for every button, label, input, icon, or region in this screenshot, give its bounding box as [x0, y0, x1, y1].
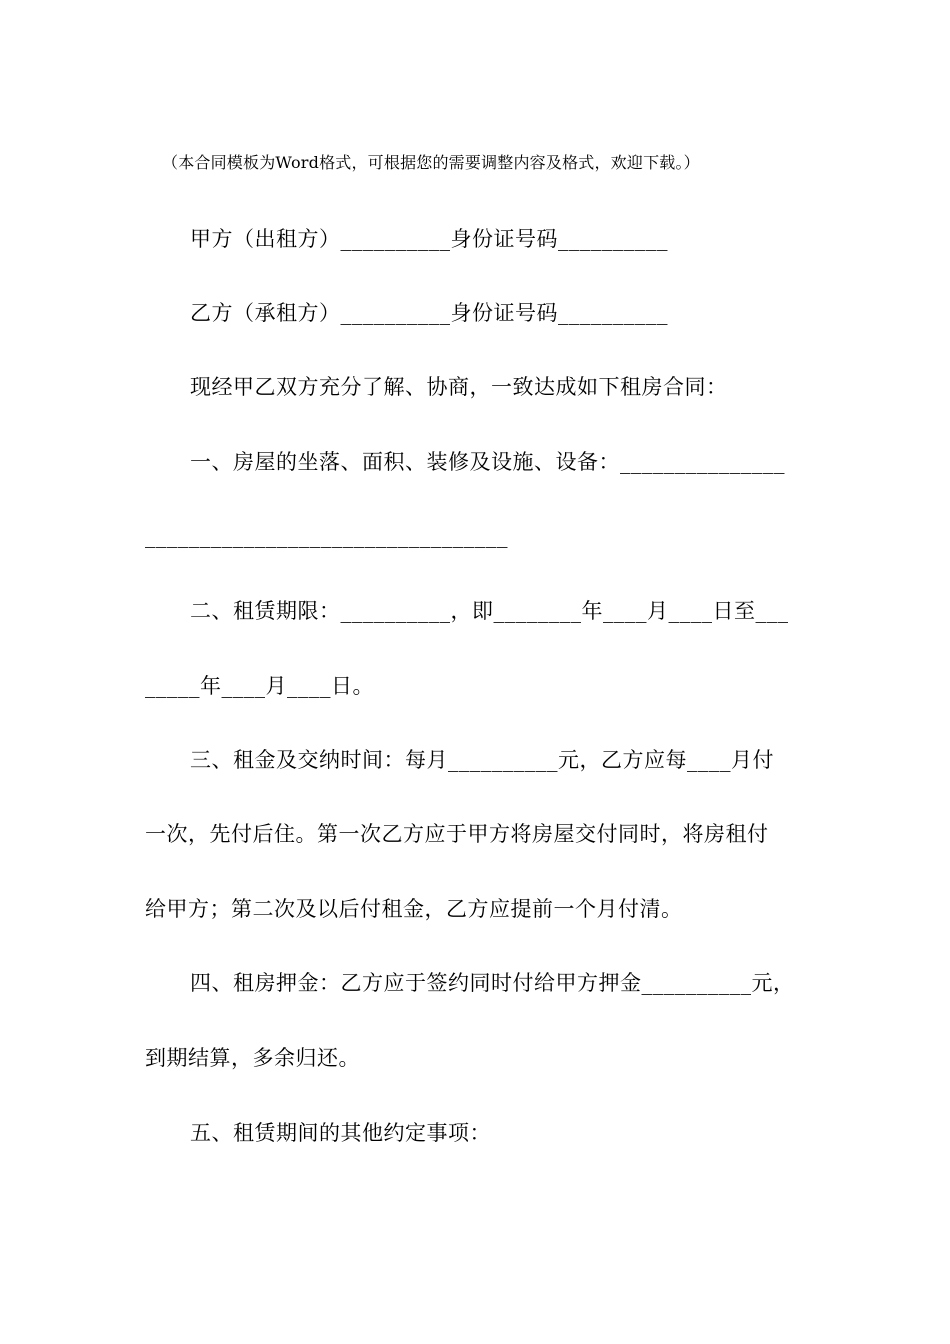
party-b-line: 乙方（承租方）__________身份证号码__________ — [190, 301, 668, 325]
clause-2-line-1: 二、租赁期限：__________，即________年____月____日至___ — [190, 599, 789, 623]
clause-5-heading: 五、租赁期间的其他约定事项： — [190, 1121, 491, 1145]
clause-3-line-3: 给甲方；第二次及以后付租金，乙方应提前一个月付清。 — [145, 897, 683, 921]
clause-4-line-1: 四、租房押金：乙方应于签约同时付给甲方押金__________元， — [190, 971, 795, 995]
clause-1-line-1: 一、房屋的坐落、面积、装修及设施、设备：_______________ — [190, 450, 785, 474]
clause-3-line-1: 三、租金及交纳时间：每月__________元，乙方应每____月付 — [190, 748, 774, 772]
template-note: （本合同模板为Word格式，可根据您的需要调整内容及格式，欢迎下载。） — [162, 153, 700, 172]
agreement-intro: 现经甲乙双方充分了解、协商，一致达成如下租房合同： — [190, 375, 728, 399]
clause-4-line-2: 到期结算，多余归还。 — [145, 1046, 360, 1070]
party-a-line: 甲方（出租方）__________身份证号码__________ — [190, 227, 668, 251]
clause-1-line-2: _________________________________ — [145, 524, 508, 548]
clause-2-line-2: _____年____月____日。 — [145, 674, 374, 698]
clause-3-line-2: 一次，先付后住。第一次乙方应于甲方将房屋交付同时，将房租付 — [145, 822, 769, 846]
